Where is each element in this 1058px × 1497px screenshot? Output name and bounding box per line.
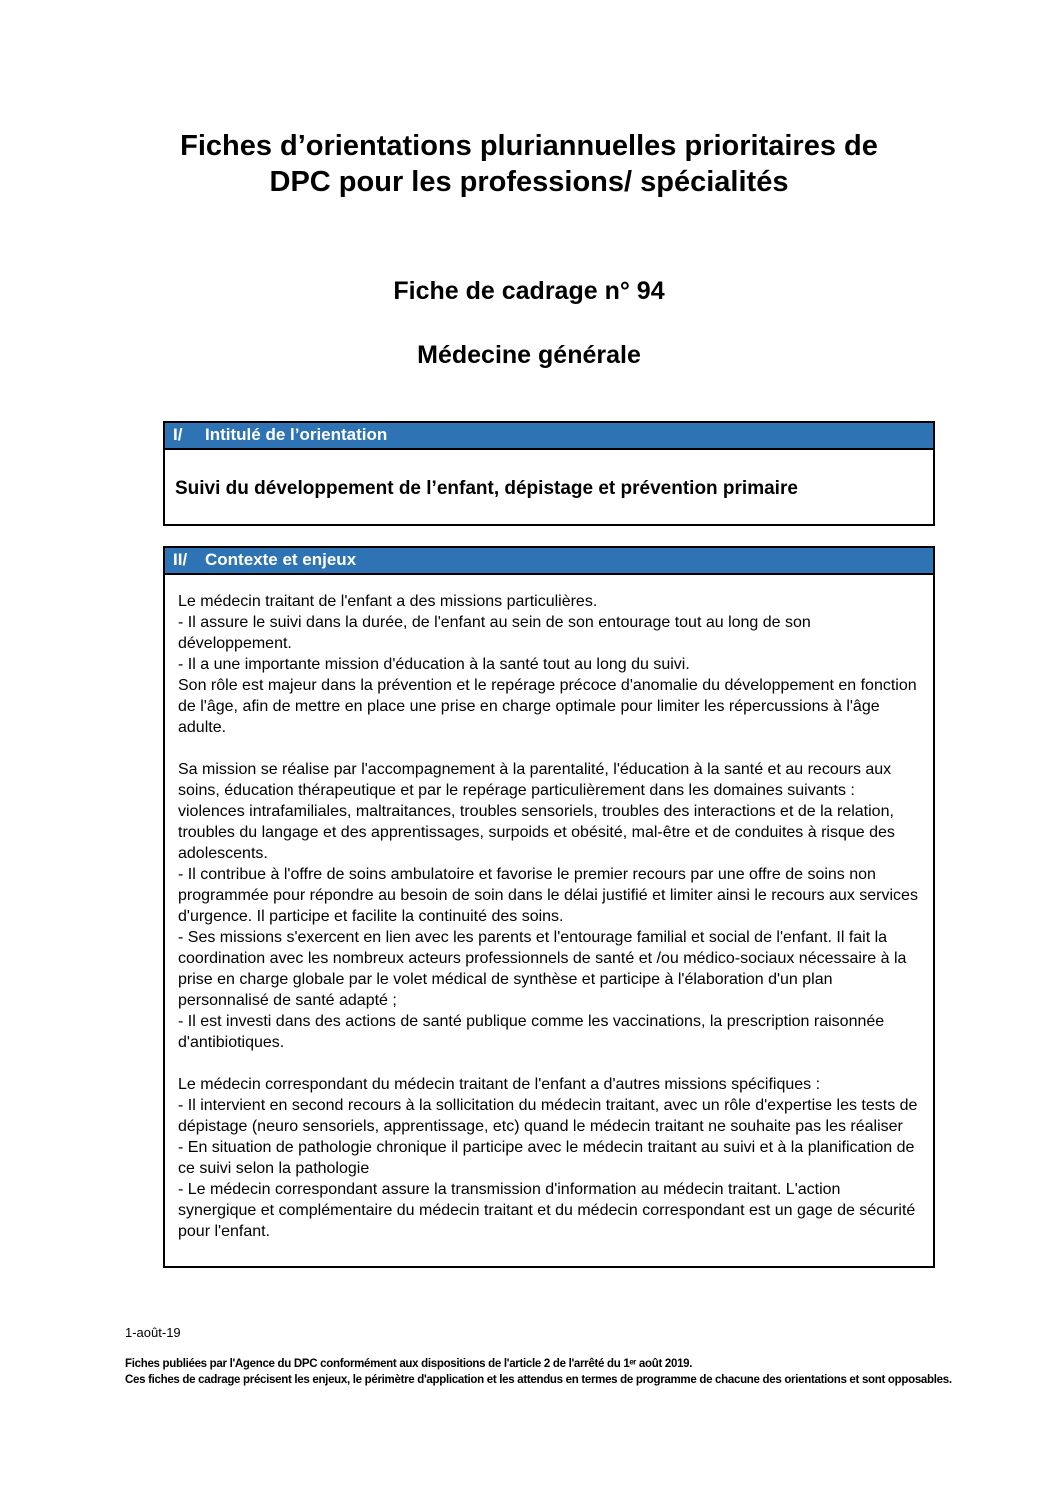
- text-line: - Ses missions s'exercent en lien avec les parents et l'entourage familial et social de l'enfant. Il fait la coordination avec les nombreux acteurs professionnels de santé et /ou médico-sociaux nécessaire à la prise en charge globale par le volet médical de synthèse et participe à l'élaboration d'un plan personnalisé de santé adapté ;: [178, 929, 907, 1009]
- section-contexte-number: II/: [173, 550, 188, 569]
- section-contexte-title: Contexte et enjeux: [205, 550, 357, 569]
- section-contexte-header: [163, 546, 935, 575]
- footer-note: [125, 1357, 1007, 1388]
- orientation-title: Suivi du développement de l’enfant, dépistage et prévention primaire: [175, 478, 798, 499]
- footer-date: 1-août-19: [125, 1325, 181, 1340]
- section-intitule-header: [163, 421, 935, 450]
- document-title: [0, 128, 1058, 200]
- text-line: - Il intervient en second recours à la sollicitation du médecin traitant, avec un rôle d'expertise les tests de dépistage (neuro sensoriels, apprentissage, etc) quand le médecin traitant ne souhaite pas les réaliser: [178, 1097, 918, 1135]
- section-intitule-title: Intitulé de l’orientation: [205, 425, 388, 444]
- fiche-number-heading: Fiche de cadrage n° 94: [393, 277, 665, 305]
- text-line: - En situation de pathologie chronique il participe avec le médecin traitant au suivi et à la planification de ce suivi selon la pathologie: [178, 1139, 915, 1177]
- text-line: Sa mission se réalise par l'accompagnement à la parentalité, l'éducation à la santé et au recours aux soins, éducation thérapeutique et par le repérage particulièrement dans les domaines suivants : violences intrafamiliales, maltraitances, troubles sensoriels, troubles des interactions et de la relation, troubles du langage et des apprentissages, surpoids et obésité, mal-être et de conduites à risque des adolescents.: [178, 761, 895, 862]
- text-line: - Il assure le suivi dans la durée, de l'enfant au sein de son entourage tout au long de son développement.: [178, 614, 811, 652]
- text-line: - Il contribue à l'offre de soins ambulatoire et favorise le premier recours par une offre de soins non programmée pour répondre au besoin de soin dans le délai justifié et limiter ainsi le recours aux services d'urgence. Il participe et facilite la continuité des soins.: [178, 866, 918, 925]
- section-intitule: [163, 421, 935, 526]
- footer-note-line2: Ces fiches de cadrage précisent les enjeux, le périmètre d'application et les attendus en termes de programme de chacune des orientations et sont opposables.: [125, 1373, 952, 1386]
- specialty-heading: Médecine générale: [417, 341, 641, 369]
- document-title-line2: DPC pour les professions/ spécialités: [269, 166, 789, 198]
- footer-note-line1: Fiches publiées par l'Agence du DPC conformément aux dispositions de l'article 2 de l'arrêté du 1ᵉʳ août 2019.: [125, 1358, 693, 1370]
- paragraph-mission-details: [178, 759, 921, 1053]
- paragraph-medecin-correspondant: [178, 1074, 921, 1242]
- document-title-line1: Fiches d’orientations pluriannuelles prioritaires de: [180, 130, 878, 162]
- section-contexte-body: [163, 575, 935, 1268]
- text-line: - Le médecin correspondant assure la transmission d'information au médecin traitant. L'action synergique et complémentaire du médecin traitant et du médecin correspondant est un gage de sécurité pour l'enfant.: [178, 1181, 916, 1240]
- section-intitule-number: I/: [173, 425, 183, 444]
- section-intitule-body: [163, 450, 935, 526]
- paragraph-missions: [178, 591, 921, 738]
- section-contexte: [163, 546, 935, 1268]
- text-line: Le médecin correspondant du médecin traitant de l'enfant a d'autres missions spécifiques :: [178, 1076, 821, 1093]
- text-line: Le médecin traitant de l'enfant a des missions particulières.: [178, 593, 598, 610]
- text-line: - Il est investi dans des actions de santé publique comme les vaccinations, la prescription raisonnée d'antibiotiques.: [178, 1013, 885, 1051]
- text-line: - Il a une importante mission d'éducation à la santé tout au long du suivi.: [178, 656, 690, 673]
- text-line: Son rôle est majeur dans la prévention et le repérage précoce d'anomalie du développement en fonction de l'âge, afin de mettre en place une prise en charge optimale pour limiter les répercussions à l'âge adulte.: [178, 677, 917, 736]
